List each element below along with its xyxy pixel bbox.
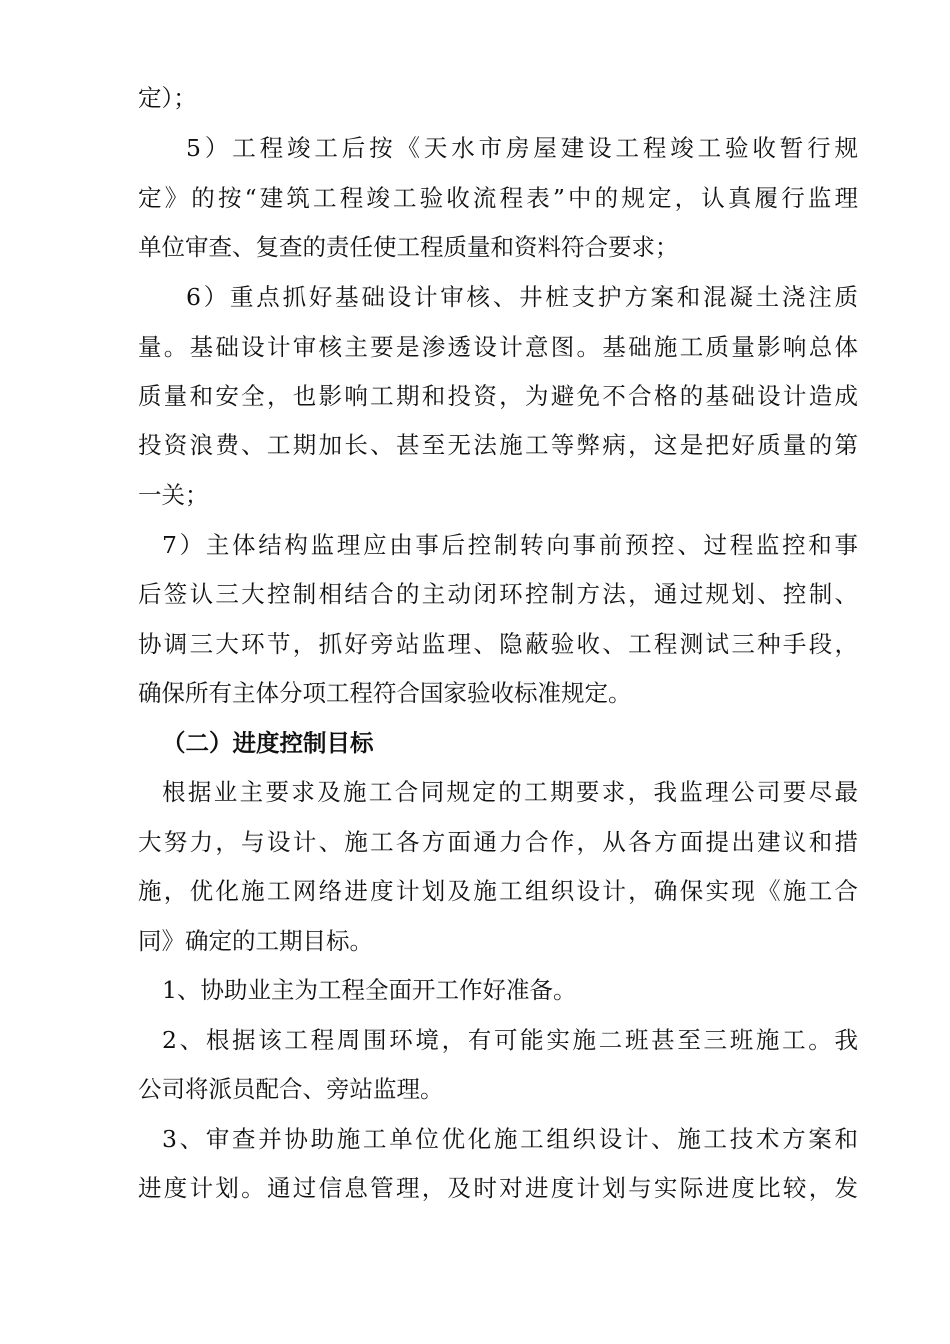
text-line: 大努力，与设计、施工各方面通力合作，从各方面提出建议和措 <box>138 828 858 856</box>
text-line: 质量和安全，也影响工期和投资，为避免不合格的基础设计造成 <box>138 382 858 410</box>
text-line: 1、协助业主为工程全面开工作好准备。 <box>162 976 577 1004</box>
text-line: 施，优化施工网络进度计划及施工组织设计，确保实现《施工合 <box>138 877 858 905</box>
text-line: 根据业主要求及施工合同规定的工期要求，我监理公司要尽最 <box>162 778 858 806</box>
text-line: 后签认三大控制相结合的主动闭环控制方法，通过规划、控制、 <box>138 580 858 608</box>
text-line: 3、审查并协助施工单位优化施工组织设计、施工技术方案和 <box>162 1125 858 1153</box>
text-line: 一关； <box>138 481 209 509</box>
text-line: 6）重点抓好基础设计审核、井桩支护方案和混凝土浇注质 <box>186 283 858 311</box>
text-line: 定）； <box>138 84 197 112</box>
text-line: 协调三大环节，抓好旁站监理、隐蔽验收、工程测试三种手段， <box>138 630 858 658</box>
text-line: 量。基础设计审核主要是渗透设计意图。基础施工质量影响总体 <box>138 333 858 361</box>
text-line: 确保所有主体分项工程符合国家验收标准规定。 <box>138 679 632 707</box>
section-heading: （二）进度控制目标 <box>162 729 374 757</box>
text-line: 5）工程竣工后按《天水市房屋建设工程竣工验收暂行规 <box>186 134 858 162</box>
text-line: 公司将派员配合、旁站监理。 <box>138 1075 444 1103</box>
text-line: 同》确定的工期目标。 <box>138 927 373 955</box>
text-line: 7）主体结构监理应由事后控制转向事前预控、过程监控和事 <box>162 531 858 559</box>
text-line: 单位审查、复查的责任使工程质量和资料符合要求； <box>138 233 679 261</box>
text-line: 进度计划。通过信息管理，及时对进度计划与实际进度比较，发 <box>138 1174 858 1202</box>
text-line: 2、根据该工程周围环境，有可能实施二班甚至三班施工。我 <box>162 1026 858 1054</box>
text-line: 定》的按“建筑工程竣工验收流程表”中的规定，认真履行监理 <box>138 184 858 212</box>
text-line: 投资浪费、工期加长、甚至无法施工等弊病，这是把好质量的第 <box>138 431 858 459</box>
